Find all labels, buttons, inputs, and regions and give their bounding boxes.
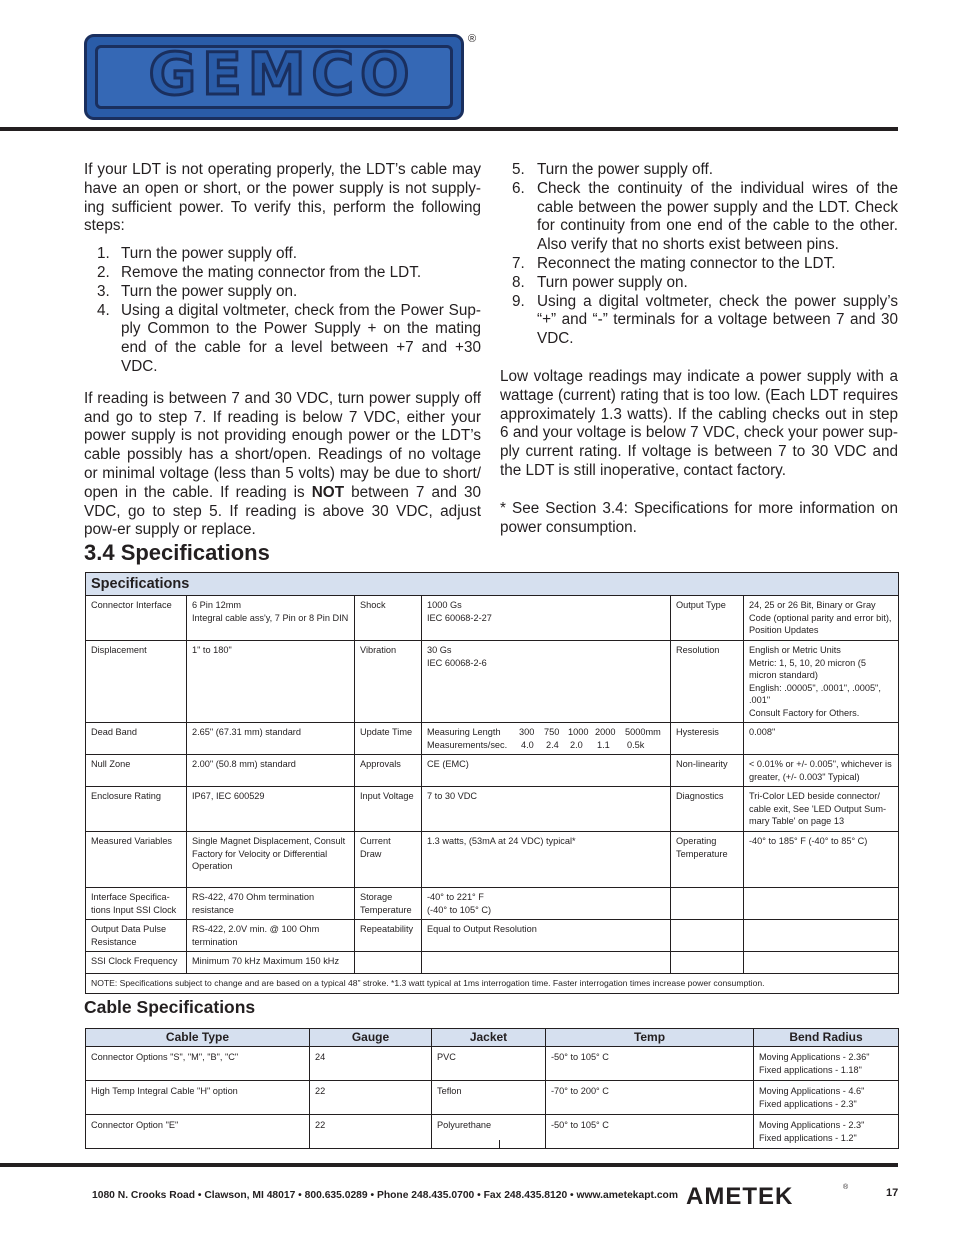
spec-row xyxy=(86,888,899,920)
steps-list-left xyxy=(84,245,481,377)
spec-note-row xyxy=(86,974,899,994)
step-number: 6. xyxy=(512,179,525,197)
spec-value: RS-422, 470 Ohm termination resistance xyxy=(187,888,355,920)
cable-column-header: Temp xyxy=(546,1029,754,1047)
cable-row xyxy=(86,1115,899,1149)
spec-label: Output Type xyxy=(671,596,744,641)
cable-cell: Connector Options "S", "M", "B", "C" xyxy=(86,1047,310,1081)
step-item xyxy=(84,302,481,377)
spec-value: -40° to 185° F (-40° to 85° C) xyxy=(744,832,899,888)
spec-value: RS-422, 2.0V min. @ 100 Ohm termination xyxy=(187,920,355,952)
step-text: Turn power supply on. xyxy=(537,273,688,291)
spec-label: Connector Interface xyxy=(86,596,187,641)
spec-label: Hysteresis xyxy=(671,723,744,755)
spec-row xyxy=(86,641,899,723)
update-time-value: 5000mm xyxy=(625,727,661,737)
step-text: Remove the mating connector from the LDT. xyxy=(121,263,422,281)
update-time-value: 2.0 xyxy=(570,739,583,750)
cable-cell: Polyurethane xyxy=(432,1115,546,1149)
intro-paragraph: If your LDT is not operating properly, the LDT’s cable may have an open or short, or the power supply is not supply-ing sufficient power. To verify this, perform the following steps: xyxy=(84,161,481,235)
spec-label: Diagnostics xyxy=(671,787,744,832)
spec-value: 2.65" (67.31 mm) standard xyxy=(187,723,355,755)
gemco-logo xyxy=(84,34,480,120)
step-text: Using a digital voltmeter, check the power supply’s “+” and “-” terminals for a voltage between 7 and 30 VDC. xyxy=(537,292,898,348)
cable-cell: -50° to 105° C xyxy=(546,1115,754,1149)
low-voltage-paragraph: Low voltage readings may indicate a power supply with a wattage (current) rating that is too low. (Each LDT requires approximately 1.3 watts). If the cabling checks out in step 6 and your voltage is below 7 VDC, check your power sup-ply current rating. If voltage is between 7 to 30 VDC and the LDT is still inoperative, contact factory. xyxy=(500,367,898,479)
step-item xyxy=(500,274,898,293)
update-time-value: 2.4 xyxy=(546,739,559,750)
spec-label: Update Time xyxy=(355,723,422,755)
update-time-value: 1.1 xyxy=(597,739,610,750)
cable-column-header: Cable Type xyxy=(86,1029,310,1047)
cable-cell: Moving Applications - 2.3" Fixed applications - 1.2" xyxy=(754,1115,899,1149)
reading-text-not: NOT xyxy=(311,483,345,501)
spec-value: Tri-Color LED beside connector/ cable exit, See 'LED Output Sum-mary Table' on page 13 xyxy=(744,787,899,832)
logo-text: GEMCO xyxy=(148,40,416,108)
reading-text-a: If reading is between 7 and 30 VDC, turn power supply off and go to step 7. If reading is below 7 VDC, either your power supply is not providing enough power or the LDT’s cable possibly has a short/open. Readings of no voltage or minimal voltage (less than 5 volts) may be due to short/ open in the cable. If reading is xyxy=(84,389,481,501)
step-number: 5. xyxy=(512,161,525,178)
step-item xyxy=(500,293,898,349)
spec-label: Non-linearity xyxy=(671,755,744,787)
see-section-note: * See Section 3.4: Specifications for more information on power consumption. xyxy=(500,499,898,536)
right-column xyxy=(500,161,898,537)
spec-label: Dead Band xyxy=(86,723,187,755)
update-time-table xyxy=(422,723,671,755)
step-text: Turn the power supply off. xyxy=(537,161,714,178)
spec-value: < 0.01% or +/- 0.005", whichever is greater, (+/- 0.003" Typical) xyxy=(744,755,899,787)
page-number: 17 xyxy=(886,1187,899,1199)
spec-label xyxy=(671,888,744,920)
cable-cell: High Temp Integral Cable "H" option xyxy=(86,1081,310,1115)
spec-label: Shock xyxy=(355,596,422,641)
specifications-table xyxy=(85,572,899,994)
cable-cell: Moving Applications - 2.36" Fixed applications - 1.18" xyxy=(754,1047,899,1081)
update-time-value: 750 xyxy=(544,727,560,737)
update-time-value: 4.0 xyxy=(521,739,534,750)
step-item xyxy=(84,283,481,302)
step-number: 7. xyxy=(512,254,525,272)
spec-value: -40° to 221° F (-40° to 105° C) xyxy=(422,888,671,920)
spec-value: 24, 25 or 26 Bit, Binary or Gray Code (optional parity and error bit), Position Updates xyxy=(744,596,899,641)
spec-value: 6 Pin 12mm Integral cable ass'y, 7 Pin or 8 Pin DIN xyxy=(187,596,355,641)
spec-label: Null Zone xyxy=(86,755,187,787)
step-number: 9. xyxy=(512,292,525,310)
spec-value: 7 to 30 VDC xyxy=(422,787,671,832)
spec-row xyxy=(86,787,899,832)
step-item xyxy=(84,264,481,283)
spec-label: Enclosure Rating xyxy=(86,787,187,832)
step-text: Check the continuity of the individual wires of the cable between the power supply and the LDT. Check for continuity from one end of the cable to the other. Also verify that no shorts exist between pins. xyxy=(537,179,898,254)
spec-value: 30 Gs IEC 60068-2-6 xyxy=(422,641,671,723)
step-item xyxy=(500,161,898,180)
spec-value: IP67, IEC 600529 xyxy=(187,787,355,832)
spec-value: 1" to 180" xyxy=(187,641,355,723)
reading-paragraph xyxy=(84,390,481,540)
spec-label: Output Data Pulse Resistance xyxy=(86,920,187,952)
step-item xyxy=(500,255,898,274)
spec-value xyxy=(422,952,671,974)
spec-label: Approvals xyxy=(355,755,422,787)
spec-note: NOTE: Specifications subject to change and are based on a typical 48” stroke. *1.3 watt typical at 1ms interrogation time. Faster interrogation times increase power consumption. xyxy=(86,974,899,994)
update-time-value: Measuring Length xyxy=(427,727,501,737)
cable-cell: Teflon xyxy=(432,1081,546,1115)
step-text: Turn the power supply off. xyxy=(121,245,298,263)
logo-registered-mark: ® xyxy=(468,33,477,45)
spec-value: 1000 Gs IEC 60068-2-27 xyxy=(422,596,671,641)
update-time-value: Measurements/sec. xyxy=(427,739,508,750)
footer-rule xyxy=(0,1163,898,1167)
spec-value: Minimum 70 kHz Maximum 150 kHz xyxy=(187,952,355,974)
step-item xyxy=(84,245,481,264)
left-column xyxy=(84,161,481,540)
steps-list-right xyxy=(500,161,898,349)
spec-row xyxy=(86,920,899,952)
section-title: 3.4 Specifications xyxy=(84,540,270,565)
spec-row xyxy=(86,832,899,888)
cable-row xyxy=(86,1081,899,1115)
spec-value: 2.00" (50.8 mm) standard xyxy=(187,755,355,787)
update-time-value: 300 xyxy=(519,727,535,737)
spec-row xyxy=(86,755,899,787)
cable-cell: Connector Option "E" xyxy=(86,1115,310,1149)
step-number: 8. xyxy=(512,273,525,291)
spec-label: Repeatability xyxy=(355,920,422,952)
spec-label xyxy=(671,952,744,974)
spec-value: 0.008" xyxy=(744,723,899,755)
footer-address: 1080 N. Crooks Road • Clawson, MI 48017 • 800.635.0289 • Phone 248.435.0700 • Fax 248.435.8120 • www.ametekapt.com xyxy=(92,1190,678,1201)
spec-value: Equal to Output Resolution xyxy=(422,920,671,952)
update-time-line xyxy=(427,726,665,739)
step-number: 3. xyxy=(97,282,110,300)
cable-cell: PVC xyxy=(432,1047,546,1081)
spec-label: Operating Temperature xyxy=(671,832,744,888)
cable-specifications-table xyxy=(85,1028,899,1149)
reading-text-b: between 7 and 30 VDC, go to step 5. If reading is above 30 VDC, adjust pow-er supply or replace. xyxy=(84,483,482,539)
cable-row xyxy=(86,1047,899,1081)
ametek-registered-mark: ® xyxy=(843,1184,849,1191)
spec-value xyxy=(744,888,899,920)
step-number: 4. xyxy=(97,301,110,319)
spec-label: Resolution xyxy=(671,641,744,723)
cable-column-header: Gauge xyxy=(310,1029,432,1047)
divider-tick xyxy=(499,1140,500,1149)
cable-cell: 24 xyxy=(310,1047,432,1081)
cable-cell: -50° to 105° C xyxy=(546,1047,754,1081)
update-time-value: 1000 xyxy=(568,727,589,737)
specifications-header: Specifications xyxy=(86,573,899,596)
cable-cell: 22 xyxy=(310,1115,432,1149)
cable-cell: -70° to 200° C xyxy=(546,1081,754,1115)
spec-value: CE (EMC) xyxy=(422,755,671,787)
step-text: Reconnect the mating connector to the LDT. xyxy=(537,254,836,272)
spec-label xyxy=(355,952,422,974)
spec-label: SSI Clock Frequency xyxy=(86,952,187,974)
spec-label: Input Voltage xyxy=(355,787,422,832)
spec-row xyxy=(86,723,899,755)
update-time-value: 0.5k xyxy=(627,739,645,750)
update-time-value: 2000 xyxy=(595,727,616,737)
spec-label: Vibration xyxy=(355,641,422,723)
spec-label: Current Draw xyxy=(355,832,422,888)
spec-label xyxy=(671,920,744,952)
step-number: 2. xyxy=(97,263,110,281)
step-text: Using a digital voltmeter, check from the Power Sup-ply Common to the Power Supply + on the mating end of the cable for a level between +7 and +30 VDC. xyxy=(121,301,481,375)
step-text: Turn the power supply on. xyxy=(121,282,298,300)
step-item xyxy=(500,180,898,255)
spec-value: 1.3 watts, (53mA at 24 VDC) typical* xyxy=(422,832,671,888)
update-time-line xyxy=(427,739,665,752)
spec-value xyxy=(744,952,899,974)
spec-label: Measured Variables xyxy=(86,832,187,888)
cable-cell: Moving Applications - 4.6" Fixed applications - 2.3" xyxy=(754,1081,899,1115)
cable-cell: 22 xyxy=(310,1081,432,1115)
cable-specifications-title: Cable Specifications xyxy=(84,997,256,1017)
spec-value: English or Metric Units Metric: 1, 5, 10, 20 micron (5 micron standard) English: .00005", .0001", .0005", .001" Consult Factory for Others. xyxy=(744,641,899,723)
cable-column-header: Bend Radius xyxy=(754,1029,899,1047)
ametek-logo: AMETEK xyxy=(686,1183,794,1210)
cable-column-header: Jacket xyxy=(432,1029,546,1047)
spec-label: Storage Temperature xyxy=(355,888,422,920)
spec-value xyxy=(744,920,899,952)
step-number: 1. xyxy=(97,245,110,263)
spec-label: Displacement xyxy=(86,641,187,723)
spec-label: Interface Specifica-tions Input SSI Clock xyxy=(86,888,187,920)
spec-row xyxy=(86,596,899,641)
spec-row xyxy=(86,952,899,974)
spec-value: Single Magnet Displacement, Consult Factory for Velocity or Differential Operation xyxy=(187,832,355,888)
header-rule xyxy=(0,127,898,131)
